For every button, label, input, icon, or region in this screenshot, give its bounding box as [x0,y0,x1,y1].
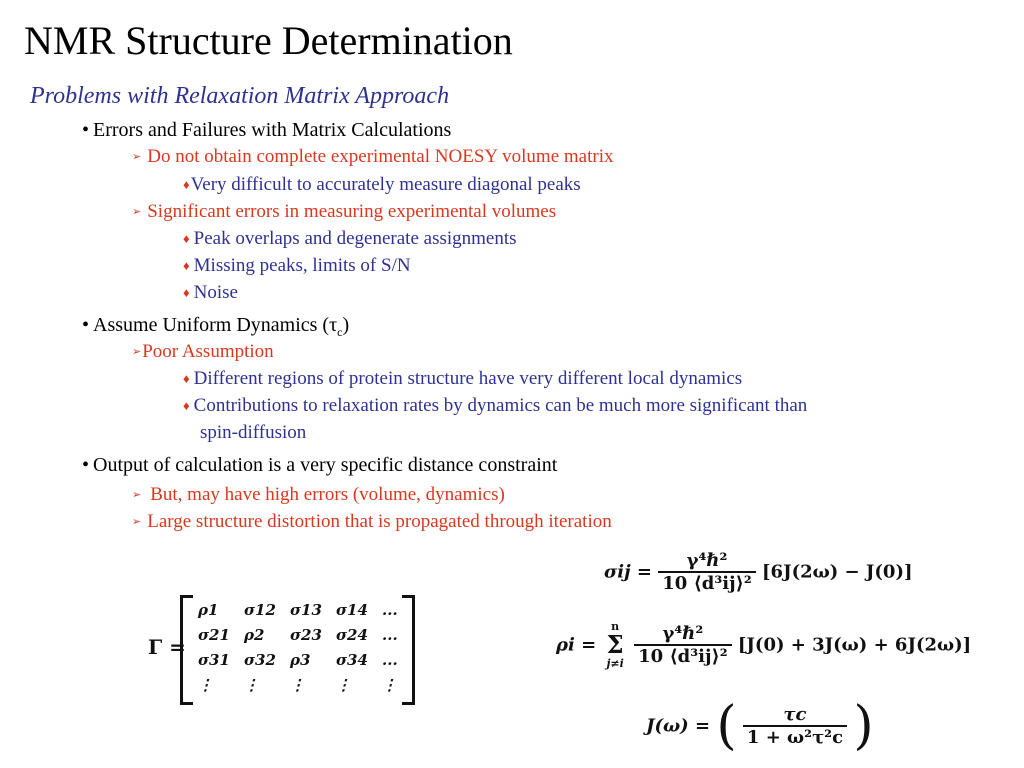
arrow-bullet-icon: ➢ [132,151,142,163]
matrix-cell: σ13 [290,600,322,619]
matrix-left-bracket [180,595,193,705]
diamond-bullet-icon: ♦ [183,177,190,192]
sigma-fraction: $\frac{\text{γ⁴ℏ²}}{\text{10 ⟨d³ij⟩²}}$ [658,550,755,594]
sub-bullet-1-2: ➢ Significant errors in measuring experimental volumes [132,201,557,222]
matrix-symbol: Γ = [148,635,186,659]
arrow-bullet-icon: ➢ [132,516,142,528]
bullet-2: • Assume Uniform Dynamics $(\tau_c)$ [82,314,350,339]
item-1-2-3: ♦ Noise [183,282,238,303]
matrix-cell: ⋮ [244,675,259,694]
sub-bullet-3-2: ➢ Large structure distortion that is propagated through iteration [132,511,612,532]
matrix-cell: σ23 [290,625,322,644]
matrix-cell: σ24 [336,625,368,644]
diamond-bullet-icon: ♦ [183,258,190,273]
item-2-1-1: ♦ Different regions of protein structure have very different local dynamics [183,368,743,389]
right-paren: ) [853,696,874,756]
bullet-dot-icon: • [82,454,90,476]
matrix-cell: ρ2 [244,625,265,644]
sub-bullet-2-1: ➢Poor Assumption [132,341,274,362]
slide-subtitle: Problems with Relaxation Matrix Approach [30,83,450,109]
bullet-1: • Errors and Failures with Matrix Calculations [82,119,452,141]
item-1-2-2: ♦ Missing peaks, limits of S/N [183,255,411,276]
sub-bullet-1-1: ➢ Do not obtain complete experimental NOESY volume matrix [132,146,614,167]
bullet-3: • Output of calculation is a very specific distance constraint [82,454,558,476]
sigma-equation: σij = $\frac{\text{γ⁴ℏ²}}{\text{10 ⟨d³ij⟩²}}$ [6J(2ω) − J(0)] [604,550,913,594]
item-1-1-1: ♦Very difficult to accurately measure diagonal peaks [183,174,581,195]
matrix-cell: ⋮ [290,675,305,694]
rho-fraction: $\frac{\text{γ⁴ℏ²}}{\text{10 ⟨d³ij⟩²}}$ [634,623,731,667]
matrix-cell: ⋮ [382,675,397,694]
relaxation-matrix [140,595,430,705]
matrix-cell: σ14 [336,600,368,619]
matrix-cell: ρ3 [290,650,311,669]
diamond-bullet-icon: ♦ [183,285,190,300]
diamond-bullet-icon: ♦ [183,371,190,386]
sub-bullet-3-1: ➢ But, may have high errors (volume, dynamics) [132,484,505,505]
matrix-right-bracket [402,595,415,705]
spectral-density-equation: J(ω) = ( $\frac{\tau c}{\text{1 + ω²τ²c}}$ ) [646,696,874,756]
arrow-bullet-icon: ➢ [132,206,142,218]
rho-equation: ρi = n Σ j≠i $\frac{\text{γ⁴ℏ²}}{\text{10 ⟨d³ij⟩²}}$ [J(0) + 3J(ω) + 6J(2ω)] [556,620,972,670]
matrix-cell: σ12 [244,600,276,619]
left-paren: ( [716,696,737,756]
matrix-cell: ... [382,625,398,644]
matrix-cell: σ21 [198,625,230,644]
arrow-bullet-icon: ➢ [132,346,142,358]
summation-symbol: n Σ j≠i [606,620,624,670]
matrix-cell: ... [382,600,398,619]
matrix-cell: σ32 [244,650,276,669]
matrix-elements [198,597,428,697]
matrix-cell: σ31 [198,650,230,669]
diamond-bullet-icon: ♦ [183,231,190,246]
arrow-bullet-icon: ➢ [132,489,142,501]
matrix-cell: σ34 [336,650,368,669]
matrix-cell: ⋮ [336,675,351,694]
diamond-bullet-icon: ♦ [183,398,190,413]
matrix-cell: ⋮ [198,675,213,694]
item-1-2-1: ♦ Peak overlaps and degenerate assignments [183,228,517,249]
slide-title: NMR Structure Determination [24,18,513,63]
item-2-1-2-continued: spin-diffusion [200,422,307,443]
bullet-dot-icon: • [82,314,90,336]
matrix-cell: ρ1 [198,600,219,619]
spectral-density-fraction: $\frac{\tau c}{\text{1 + ω²τ²c}}$ [743,704,847,748]
bullet-dot-icon: • [82,119,90,141]
item-2-1-2: ♦ Contributions to relaxation rates by dynamics can be much more significant than [183,395,808,416]
matrix-cell: ... [382,650,398,669]
